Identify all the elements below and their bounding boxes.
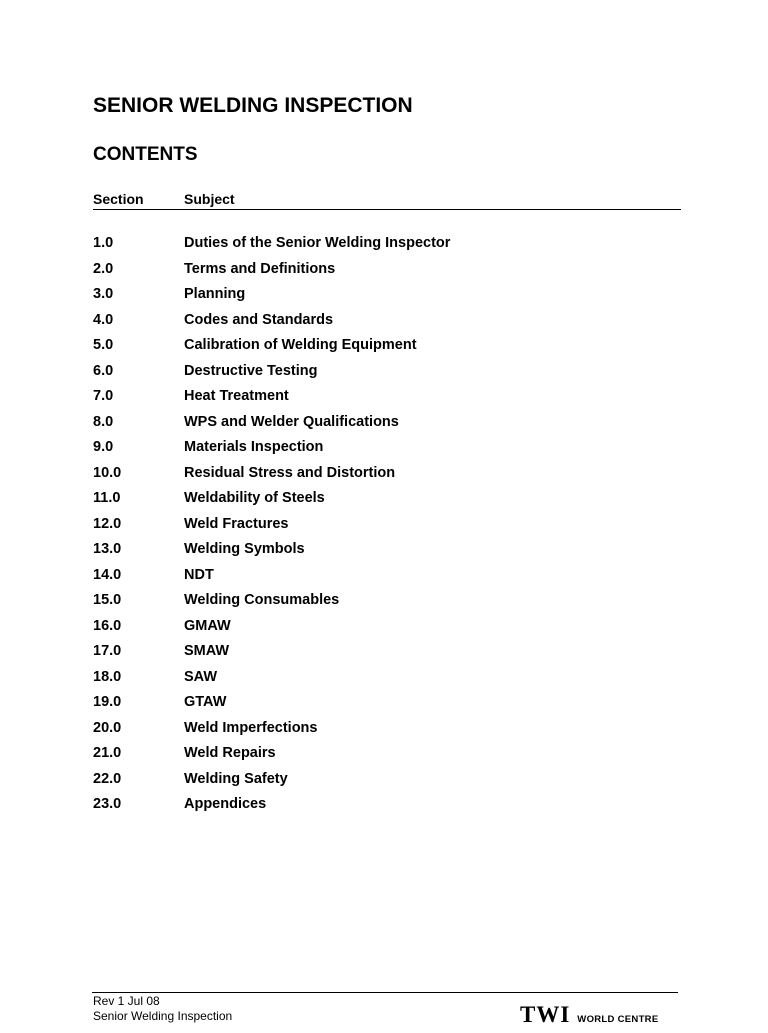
toc-section-number: 19.0 — [93, 694, 122, 710]
toc-section-subject: SMAW — [184, 643, 230, 659]
toc-section-number: 15.0 — [93, 592, 122, 608]
toc-section-number: 22.0 — [93, 770, 122, 787]
toc-section-number: 23.0 — [93, 796, 122, 812]
toc-section-subject: GTAW — [184, 694, 227, 710]
toc-section-number: 6.0 — [93, 362, 114, 379]
toc-section-subject: Terms and Definitions — [184, 260, 336, 277]
toc-section-number: 9.0 — [93, 439, 114, 455]
twi-logo — [520, 1002, 658, 1033]
document-title: SENIOR WELDING INSPECTION — [93, 94, 413, 117]
toc-section-number: 16.0 — [93, 617, 122, 634]
footer-revision: Rev 1 Jul 08 — [93, 994, 160, 1008]
toc-section-subject: Calibration of Welding Equipment — [184, 337, 417, 353]
toc-section-subject: NDT — [184, 566, 214, 583]
toc-section-subject: Weld Repairs — [184, 745, 276, 761]
toc-section-subject: Welding Consumables — [184, 592, 340, 608]
toc-section-number: 3.0 — [93, 286, 114, 302]
contents-heading: CONTENTS — [93, 144, 198, 165]
footer-divider — [92, 992, 678, 993]
toc-section-number: 14.0 — [93, 566, 122, 583]
twi-logo-mark: TWI — [520, 1002, 571, 1027]
footer-document-name: Senior Welding Inspection — [93, 1009, 233, 1023]
toc-section-number: 10.0 — [93, 464, 122, 481]
toc-section-subject: Residual Stress and Distortion — [184, 464, 396, 481]
toc-section-subject: Appendices — [184, 796, 267, 812]
toc-section-subject: WPS and Welder Qualifications — [184, 413, 399, 430]
toc-section-number: 17.0 — [93, 643, 122, 659]
toc-section-subject: Codes and Standards — [184, 311, 334, 328]
section-column-header: Section — [93, 191, 144, 207]
toc-section-number: 2.0 — [93, 260, 114, 277]
toc-section-subject: Weld Fractures — [184, 515, 289, 532]
toc-section-number: 20.0 — [93, 719, 122, 736]
toc-section-number: 1.0 — [93, 235, 114, 251]
toc-section-number: 8.0 — [93, 413, 114, 430]
toc-section-number: 4.0 — [93, 311, 114, 328]
toc-section-subject: Weldability of Steels — [184, 490, 325, 506]
toc-section-subject: Heat Treatment — [184, 388, 289, 404]
toc-section-subject: SAW — [184, 668, 218, 685]
twi-logo-subtitle: WORLD CENTRE — [577, 1014, 659, 1025]
toc-section-subject: Weld Imperfections — [184, 719, 318, 736]
subject-column-header: Subject — [184, 191, 235, 207]
toc-section-number: 13.0 — [93, 541, 122, 557]
toc-section-number: 7.0 — [93, 388, 114, 404]
toc-section-number: 5.0 — [93, 337, 114, 353]
toc-section-subject: Destructive Testing — [184, 362, 318, 379]
toc-section-subject: Planning — [184, 286, 246, 302]
toc-section-subject: Duties of the Senior Welding Inspector — [184, 235, 451, 251]
toc-section-subject: Welding Symbols — [184, 541, 305, 557]
toc-section-subject: GMAW — [184, 617, 231, 634]
toc-section-number: 18.0 — [93, 668, 122, 685]
toc-section-subject: Materials Inspection — [184, 439, 324, 455]
toc-header — [93, 190, 681, 210]
toc-section-number: 21.0 — [93, 745, 122, 761]
toc-section-number: 12.0 — [93, 515, 122, 532]
toc-section-number: 11.0 — [93, 490, 121, 506]
toc-section-subject: Welding Safety — [184, 770, 288, 787]
